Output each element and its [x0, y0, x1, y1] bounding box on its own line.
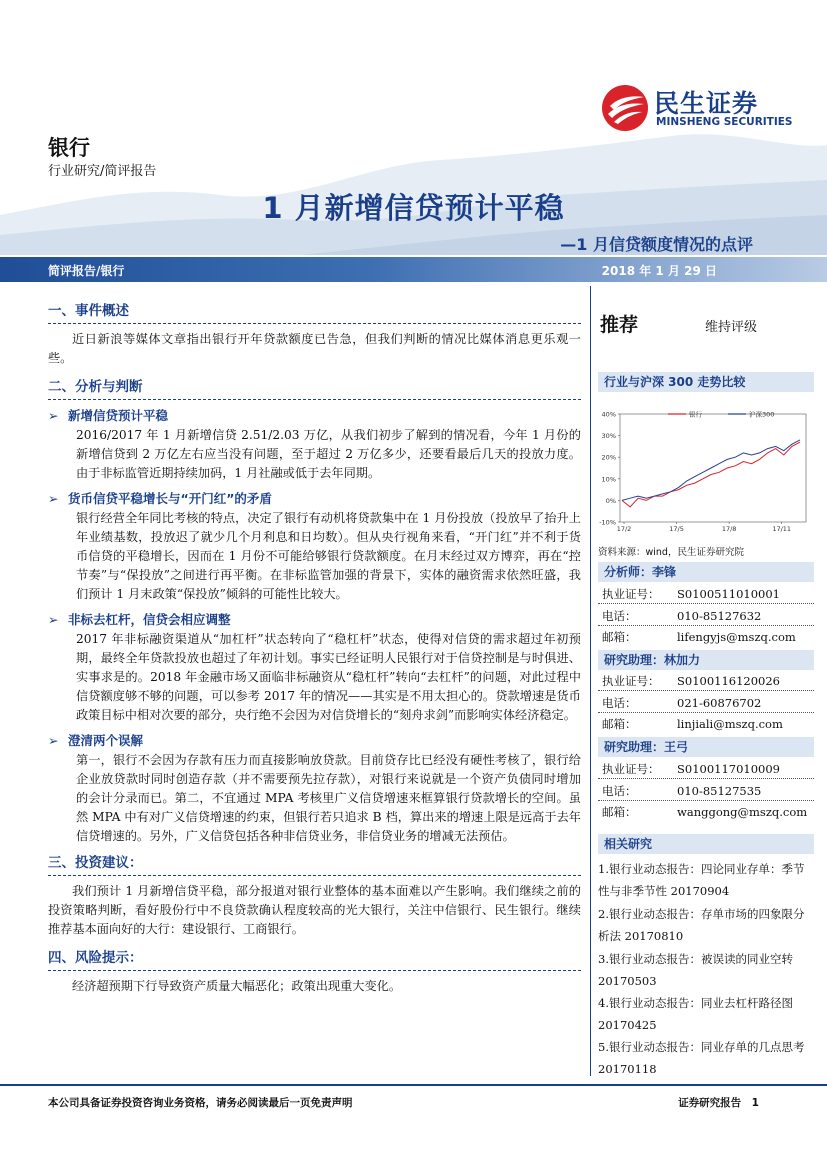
column-divider	[590, 286, 591, 1076]
report-type-label: 行业研究/简评报告	[48, 164, 157, 179]
arrow-bullet-icon: ➢	[48, 733, 59, 748]
section-heading: 三、投资建议：	[48, 854, 581, 876]
arrow-bullet-icon: ➢	[48, 408, 59, 423]
related-item[interactable]: 3.银行业动态报告：被误读的同业空转 20170503	[598, 952, 793, 988]
chart-source: 资料来源：wind，民生证券研究院	[598, 547, 744, 558]
bullet-title: ➢ 非标去杠杆，信贷会相应调整	[48, 612, 231, 627]
rating-value: 推荐	[600, 314, 639, 336]
x-tick-label: 17/11	[772, 525, 792, 533]
section-paragraph: 近日新浪等媒体文章指出银行开年贷款额度已告急，但我们判断的情况比媒体消息更乐观一些。	[48, 332, 581, 365]
bullet-title: ➢ 澄清两个误解	[48, 733, 144, 748]
logo-text-cn: 民生证券	[654, 89, 759, 118]
y-tick-label: -10%	[599, 518, 616, 527]
footer-disclaimer[interactable]: 本公司具备证券投资咨询业务资格，请务必阅读最后一页免责声明	[48, 1097, 353, 1109]
related-item[interactable]: 4.银行业动态报告：同业去杠杆路径图 20170425	[598, 996, 793, 1032]
bullet-paragraph: 2016/2017 年 1 月新增信贷 2.51/2.03 万亿，从我们初步了解到的情况看，今年 1 月份的新增信贷到 2 万亿左右应当没有问题，至于超过 2 万亿多少，还要看最后几天的投放力度。由于非标监管近期持续加码，1 月社融或低于去年同期。	[76, 428, 581, 480]
related-item[interactable]: 5.银行业动态报告：同业存单的几点思考 20170118	[598, 1040, 805, 1076]
trend-chart	[598, 404, 814, 544]
footer-rule	[0, 1084, 827, 1086]
main-body	[48, 302, 581, 1006]
chart-frame	[620, 414, 806, 522]
chart-heading: 行业与沪深 300 走势比较	[598, 372, 814, 392]
section-heading: 一、事件概述	[48, 302, 581, 324]
assistant-phone: 电话： 021-60876702	[602, 696, 762, 710]
arrow-bullet-icon: ➢	[48, 491, 59, 506]
assistant-license: 执业证号： S0100116120026	[602, 674, 780, 688]
assistant-heading: 研究助理：林加力	[598, 650, 814, 670]
y-tick-label: 0%	[605, 496, 616, 505]
assistant-email[interactable]: 邮箱： linjiali@mszq.com	[602, 717, 783, 731]
band-date: 2018 年 1 月 29 日	[601, 264, 717, 278]
section-paragraph: 经济超预期下行导致资产质量大幅恶化；政策出现重大变化。	[72, 979, 402, 993]
industry-label: 银行	[48, 136, 90, 160]
band-category: 简评报告/银行	[48, 264, 125, 278]
related-item[interactable]: 1.银行业动态报告：四论同业存单：季节性与非季节性 20170904	[598, 862, 805, 898]
row-divider	[598, 800, 814, 801]
bullet-title: ➢ 货币信贷平稳增长与“开门红”的矛盾	[48, 491, 272, 506]
footer-page: 证券研究报告 1	[678, 1097, 759, 1109]
row-divider	[598, 603, 814, 604]
legend-label: 银行	[689, 410, 702, 419]
x-tick-label: 17/8	[721, 525, 737, 533]
assistant-license: 执业证号： S0100117010009	[602, 762, 780, 776]
legend-label: 沪深300	[749, 410, 775, 419]
assistant-phone: 电话： 010-85127535	[602, 784, 762, 798]
x-tick-label: 17/2	[616, 525, 632, 533]
minsheng-logo-icon	[600, 84, 650, 132]
arrow-bullet-icon: ➢	[48, 612, 59, 627]
row-divider	[598, 625, 814, 626]
series-line-沪深300	[622, 440, 800, 501]
section-paragraph: 我们预计 1 月新增信贷平稳，部分报道对银行业整体的基本面难以产生影响。我们继续之前的投资策略判断，看好股份行中不良贷款确认程度较高的光大银行，关注中信银行、民生银行。继续推荐基本面向好的大行：建设银行、工商银行。	[48, 884, 581, 936]
rating-note: 维持评级	[705, 320, 758, 335]
y-tick-label: 40%	[601, 410, 616, 419]
bullet-title: ➢ 新增信贷预计平稳	[48, 408, 169, 423]
related-item[interactable]: 2.银行业动态报告：存单市场的四象限分析法 20170810	[598, 907, 805, 943]
row-divider	[598, 712, 814, 713]
report-title: 1 月新增信贷预计平稳	[262, 191, 565, 225]
analyst-phone: 电话： 010-85127632	[602, 609, 762, 623]
section-heading: 四、风险提示：	[48, 949, 581, 971]
analyst-heading: 分析师：李锋	[598, 562, 814, 582]
y-tick-label: 20%	[601, 453, 616, 462]
bullet-paragraph: 第一，银行不会因为存款有压力而直接影响放贷款。目前贷存比已经没有硬性考核了，银行给企业放贷款时同时创造存款（并不需要预先拉存款），对银行来说就是一个资产负债同时增加的会计分录而已。第二，不宜通过 MPA 考核里广义信贷增速来框算银行贷款增长的空间。虽然 MPA 中有对广义信贷增速的约束，但银行若只追求 B 档，算出来的增速上限是远高于去年信贷增速的。另外，广义信贷包括各种非信贷业务，非信贷业务的增减无法预估。	[76, 753, 581, 843]
logo-text-en: MINSHENG SECURITIES	[656, 116, 793, 128]
analyst-email[interactable]: 邮箱： lifengyjs@mszq.com	[602, 630, 796, 644]
bullet-paragraph: 2017 年非标融资渠道从“加杠杆”状态转向了“稳杠杆”状态，使得对信贷的需求超过年初预期，最终全年贷款投放也超过了年初计划。事实已经证明人民银行对于信贷控制是与时俱进、实事求是的。2018 年金融市场又面临非标融资从“稳杠杆”转向“去杠杆”的问题，对此过程中信贷额度够不够的问题，可以参考 2017 年的情况——其实是不用太担心的。贷款增速是货币政策目标中相对次要的部分，央行绝不会因为对信贷增长的“刻舟求剑”而影响实体经济稳定。	[76, 632, 581, 722]
y-tick-label: 10%	[601, 475, 616, 484]
row-divider	[598, 778, 814, 779]
related-heading: 相关研究	[598, 834, 814, 854]
assistant-email[interactable]: 邮箱： wanggong@mszq.com	[602, 805, 808, 819]
bullet-paragraph: 银行经营全年同比考核的特点，决定了银行有动机将贷款集中在 1 月份投放（投放早了抬升上年业绩基数，投放迟了就少几个月利息和日均数）。但从央行视角来看，“开门红”并不利于货币信贷的平稳增长，因而在 1 月份不可能给够银行贷款额度。在月末经过双方博弈，再在“控节奏”与“保投放”之间进行再平衡。在非标监管加强的背景下，实体的融资需求依然旺盛，我们预计 1 月末政策“保投放”倾斜的可能性比较大。	[76, 511, 581, 601]
analyst-license: 执业证号： S0100511010001	[602, 587, 780, 601]
row-divider	[598, 690, 814, 691]
assistant-heading: 研究助理：王弓	[598, 737, 814, 757]
x-tick-label: 17/5	[669, 525, 684, 533]
y-tick-label: 30%	[601, 432, 616, 441]
report-subtitle: —1 月信贷额度情况的点评	[560, 235, 753, 254]
section-heading: 二、分析与判断	[48, 378, 581, 400]
